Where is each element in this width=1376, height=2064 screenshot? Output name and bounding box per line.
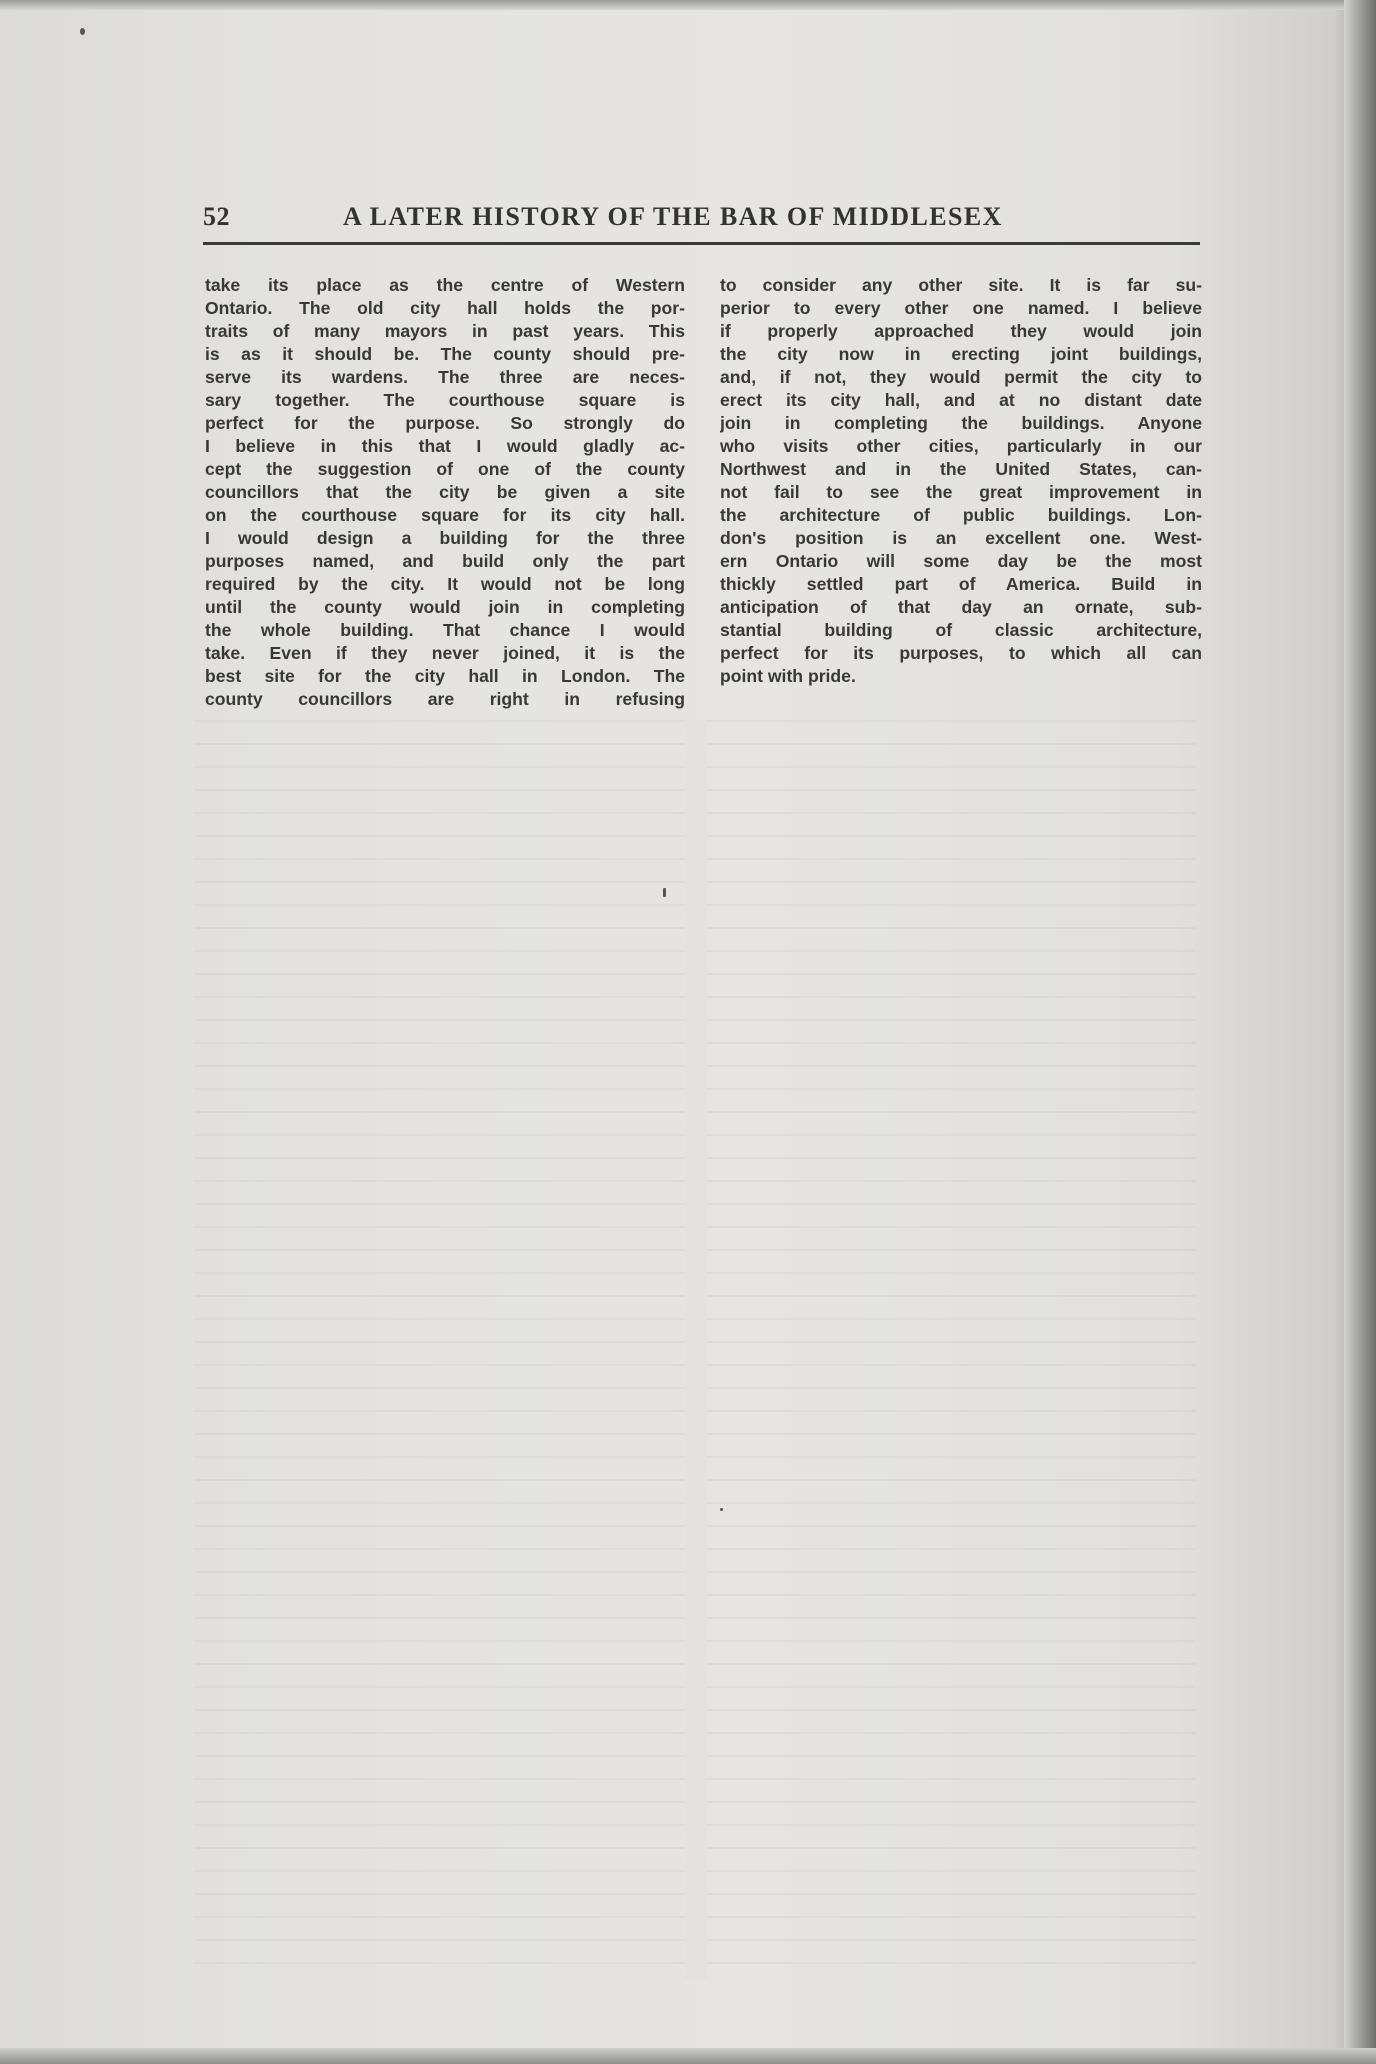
text-line: cept the suggestion of one of the county — [205, 459, 685, 479]
page-number: 52 — [203, 202, 230, 231]
bleed-through-gutter — [685, 720, 707, 1980]
text-line: ern Ontario will some day be the most — [720, 551, 1202, 571]
text-line: the city now in erecting joint buildings, — [720, 344, 1202, 364]
text-line: county councillors are right in refusing — [205, 689, 685, 709]
text-line: traits of many mayors in past years. This — [205, 321, 685, 341]
text-line: don's position is an excellent one. West- — [720, 528, 1202, 548]
text-line: the whole building. That chance I would — [205, 620, 685, 640]
text-line: required by the city. It would not be long — [205, 574, 685, 594]
text-line: best site for the city hall in London. The — [205, 666, 685, 686]
text-line: purposes named, and build only the part — [205, 551, 685, 571]
text-line: the architecture of public buildings. Lon- — [720, 505, 1202, 525]
text-line: anticipation of that day an ornate, sub- — [720, 597, 1202, 617]
text-line: thickly settled part of America. Build in — [720, 574, 1202, 594]
text-line: Ontario. The old city hall holds the por- — [205, 298, 685, 318]
text-line: if properly approached they would join — [720, 321, 1202, 341]
text-line: stantial building of classic architecture, — [720, 620, 1202, 640]
dust-speck — [80, 28, 85, 35]
running-head: A LATER HISTORY OF THE BAR OF MIDDLESEX — [343, 202, 1003, 231]
text-line: to consider any other site. It is far su- — [720, 275, 1202, 295]
text-line: sary together. The courthouse square is — [205, 390, 685, 410]
left-text-column — [205, 274, 685, 711]
text-line: take its place as the centre of Western — [205, 275, 685, 295]
scan-bottom-edge — [0, 2048, 1376, 2064]
text-line: point with pride. — [720, 666, 856, 686]
text-line: join in completing the buildings. Anyone — [720, 413, 1202, 433]
text-line: is as it should be. The county should pre- — [205, 344, 685, 364]
dust-speck — [663, 888, 666, 897]
page-header — [203, 198, 1200, 245]
scan-top-edge — [0, 0, 1376, 10]
text-line: I believe in this that I would gladly ac- — [205, 436, 685, 456]
text-line: erect its city hall, and at no distant date — [720, 390, 1202, 410]
text-line: and, if not, they would permit the city to — [720, 367, 1202, 387]
right-text-column — [720, 274, 1202, 688]
text-line: councillors that the city be given a site — [205, 482, 685, 502]
text-line: on the courthouse square for its city hall. — [205, 505, 685, 525]
text-line: take. Even if they never joined, it is the — [205, 643, 685, 663]
dust-speck — [720, 1508, 723, 1511]
text-line: perfect for the purpose. So strongly do — [205, 413, 685, 433]
text-line: I would design a building for the three — [205, 528, 685, 548]
text-line: who visits other cities, particularly in our — [720, 436, 1202, 456]
text-line: until the county would join in completing — [205, 597, 685, 617]
text-line: not fail to see the great improvement in — [720, 482, 1202, 502]
text-line: Northwest and in the United States, can- — [720, 459, 1202, 479]
text-line: perior to every other one named. I believe — [720, 298, 1202, 318]
text-line: serve its wardens. The three are neces- — [205, 367, 685, 387]
text-line: perfect for its purposes, to which all can — [720, 643, 1202, 663]
page-right-edge — [1344, 0, 1376, 2064]
